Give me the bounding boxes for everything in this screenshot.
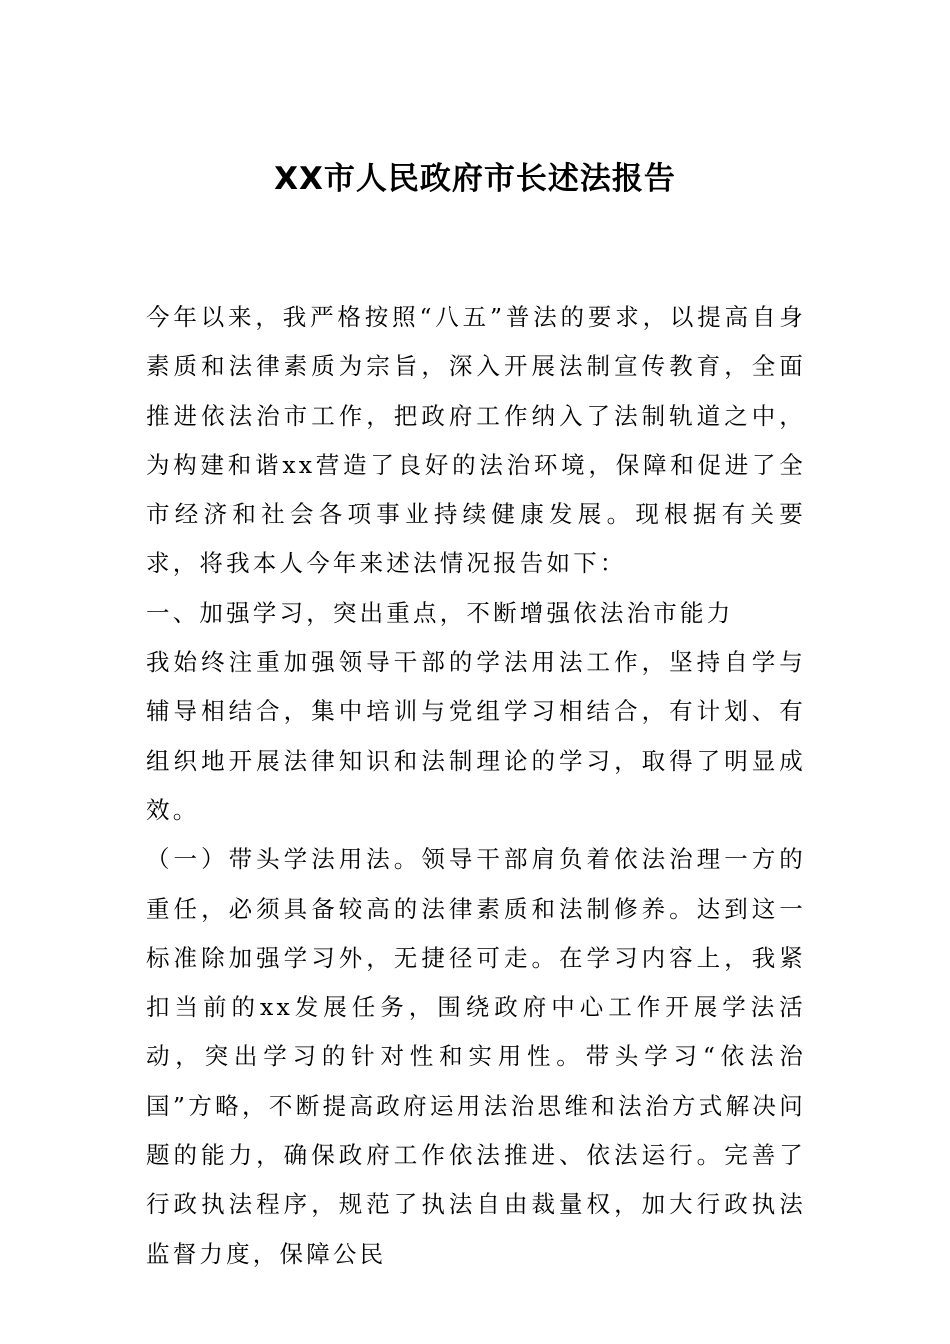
document-body xyxy=(146,293,806,1279)
section-heading-1: 一、加强学习，突出重点，不断增强依法治市能力 xyxy=(146,598,734,627)
paragraph-section-1: 我始终注重加强领导干部的学法用法工作，坚持自学与辅导相结合，集中培训与党组学习相结合，有计划、有组织地开展法律知识和法制理论的学习，取得了明显成效。 xyxy=(146,648,806,824)
paragraph-intro: 今年以来，我严格按照“八五”普法的要求，以提高自身素质和法律素质为宗旨，深入开展法制宣传教育，全面推进依法治市工作，把政府工作纳入了法制轨道之中，为构建和谐xx营造了良好的法治环境，保障和促进了全市经济和社会各项事业持续健康发展。现根据有关要求，将我本人今年来述法情况报告如下： xyxy=(146,303,806,578)
paragraph-subsection-1: （一）带头学法用法。领导干部肩负着依法治理一方的重任，必须具备较高的法律素质和法制修养。达到这一标准除加强学习外，无捷径可走。在学习内容上，我紧扣当前的xx发展任务，围绕政府中心工作开展学法活动，突出学习的针对性和实用性。带头学习“依法治国”方略，不断提高政府运用法治思维和法治方式解决问题的能力，确保政府工作依法推进、依法运行。完善了行政执法程序，规范了执法自由裁量权，加大行政执法监督力度，保障公民 xyxy=(146,845,806,1268)
document-title: XX市人民政府市长述法报告 xyxy=(274,161,676,197)
